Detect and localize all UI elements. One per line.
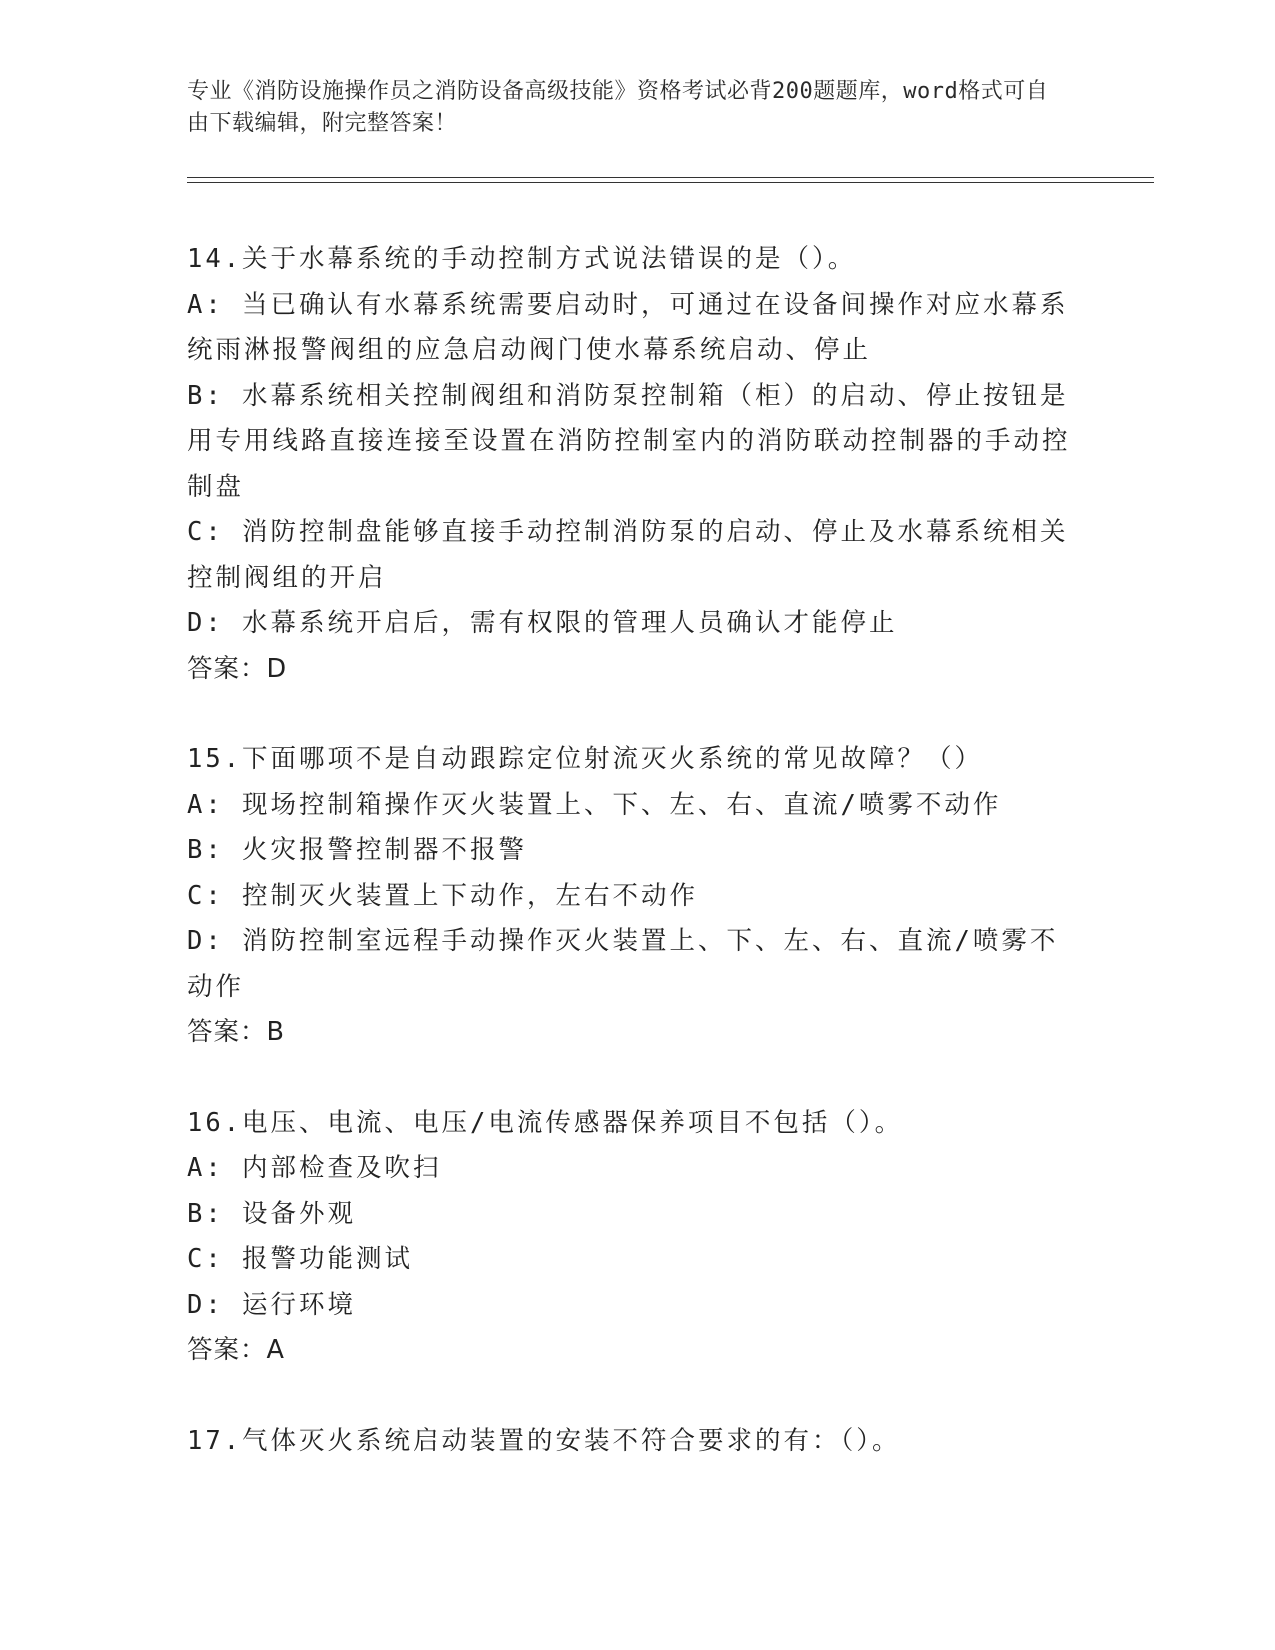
option-b: B: 设备外观 bbox=[187, 1198, 357, 1229]
question-title: 14.关于水幕系统的手动控制方式说法错误的是（）。 bbox=[187, 244, 857, 274]
option-c: C: 报警功能测试 bbox=[187, 1244, 414, 1274]
option-a: A: 现场控制箱操作灭火装置上、下、左、右、直流/喷雾不动作 bbox=[187, 789, 1002, 820]
question-17 bbox=[187, 1419, 1077, 1465]
option-b: B: 火灾报警控制器不报警 bbox=[187, 835, 528, 865]
question-list bbox=[187, 237, 1077, 1509]
option-c: C: 消防控制盘能够直接手动控制消防泵的启动、停止及水幕系统相关控制阀组的开启 bbox=[187, 517, 1069, 593]
document-header: 专业《消防设施操作员之消防设备高级技能》资格考试必背200题题库，word格式可自由下载编辑，附完整答案！ bbox=[187, 79, 1049, 136]
question-15 bbox=[187, 737, 1077, 1056]
header-divider-top bbox=[187, 177, 1154, 178]
header-divider-bottom bbox=[187, 182, 1154, 183]
question-14 bbox=[187, 237, 1077, 692]
option-a: A: 当已确认有水幕系统需要启动时，可通过在设备间操作对应水幕系统雨淋报警阀组的应急启动阀门使水幕系统启动、停止 bbox=[187, 289, 1069, 365]
answer: 答案：B bbox=[187, 1017, 285, 1047]
option-c: C: 控制灭火装置上下动作，左右不动作 bbox=[187, 880, 699, 911]
question-16 bbox=[187, 1101, 1077, 1374]
answer: 答案：A bbox=[187, 1335, 285, 1365]
option-a: A: 内部检查及吹扫 bbox=[187, 1153, 442, 1183]
question-title: 15.下面哪项不是自动跟踪定位射流灭火系统的常见故障？（） bbox=[187, 744, 984, 774]
option-b: B: 水幕系统相关控制阀组和消防泵控制箱（柜）的启动、停止按钮是用专用线路直接连接至设置在消防控制室内的消防联动控制器的手动控制盘 bbox=[187, 380, 1071, 502]
option-d: D: 水幕系统开启后，需有权限的管理人员确认才能停止 bbox=[187, 608, 898, 638]
question-title: 17.气体灭火系统启动装置的安装不符合要求的有：（）。 bbox=[187, 1425, 901, 1456]
option-d: D: 运行环境 bbox=[187, 1289, 357, 1320]
answer: 答案：D bbox=[187, 653, 288, 684]
option-d: D: 消防控制室远程手动操作灭火装置上、下、左、右、直流/喷雾不动作 bbox=[187, 926, 1059, 1002]
question-title: 16.电压、电流、电压/电流传感器保养项目不包括（）。 bbox=[187, 1107, 904, 1138]
